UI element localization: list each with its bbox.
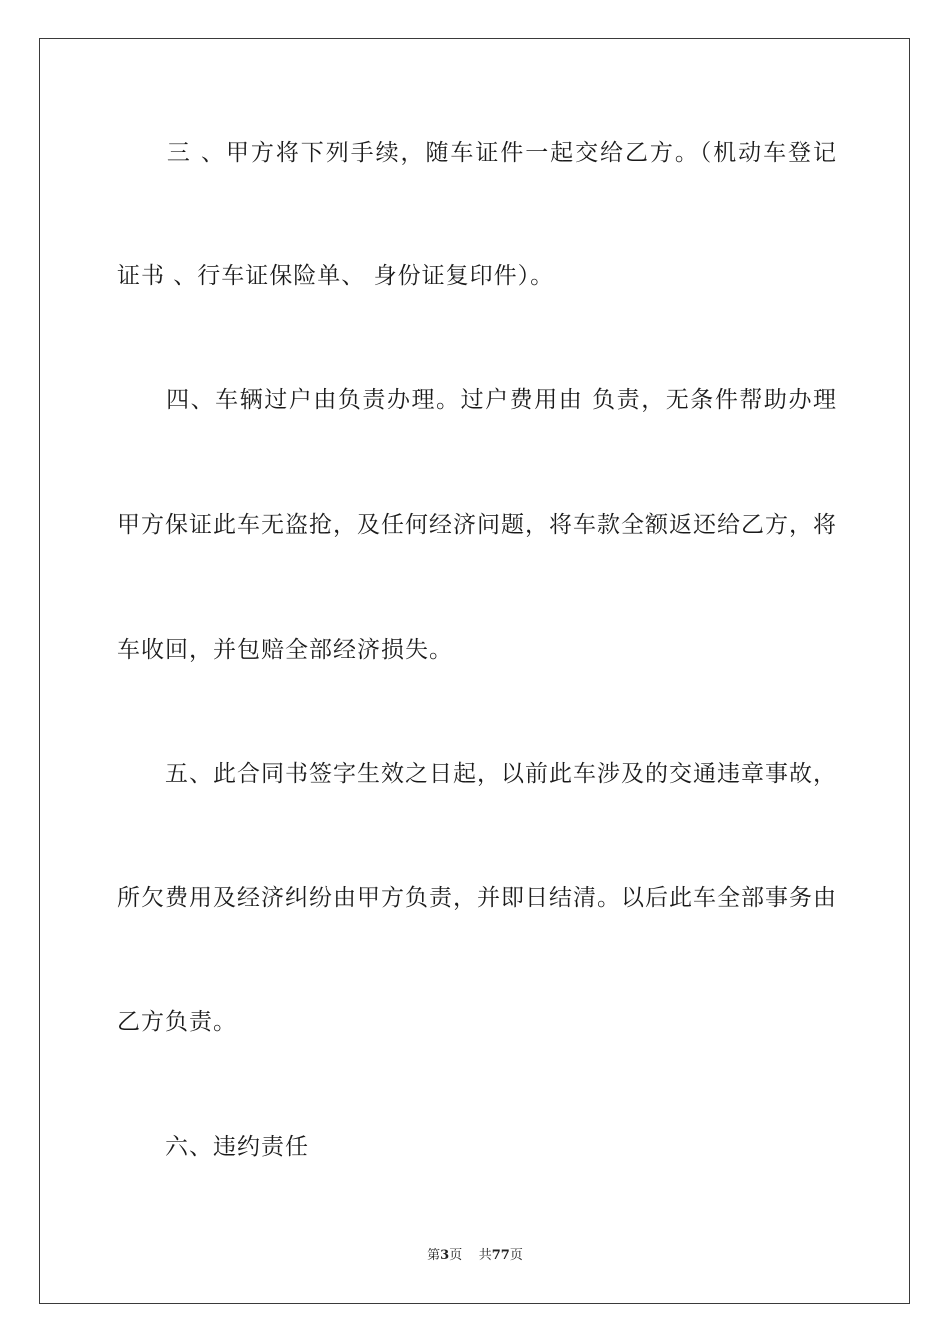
paragraph-line: 乙方负责。 (117, 1009, 237, 1035)
page-suffix: 页 (449, 1248, 463, 1263)
total-pages: 77 (491, 1248, 510, 1263)
total-suffix: 页 (509, 1248, 523, 1263)
paragraph-line: 三 、甲方将下列手续，随车证件一起交给乙方。（机动车登记 (117, 140, 837, 166)
paragraph-line: 甲方保证此车无盗抢，及任何经济问题，将车款全额返还给乙方，将 (117, 512, 837, 538)
page-border (39, 38, 910, 1304)
paragraph-line: 证书 、行车证保险单、 身份证复印件）。 (117, 263, 555, 289)
total-prefix: 共 (478, 1248, 492, 1263)
paragraph-line: 五、此合同书签字生效之日起，以前此车涉及的交通违章事故， (117, 761, 837, 787)
paragraph-line: 所欠费用及经济纠纷由甲方负责，并即日结清。以后此车全部事务由 (117, 885, 837, 911)
paragraph-line: 四、车辆过户由负责办理。过户费用由 负责，无条件帮助办理 (117, 387, 837, 413)
paragraph-line: 六、违约责任 (117, 1134, 309, 1160)
paragraph-line: 车收回，并包赔全部经济损失。 (117, 637, 453, 663)
page-number: 3 (440, 1248, 450, 1263)
page-footer (0, 1248, 950, 1264)
page-prefix: 第 (427, 1248, 441, 1263)
